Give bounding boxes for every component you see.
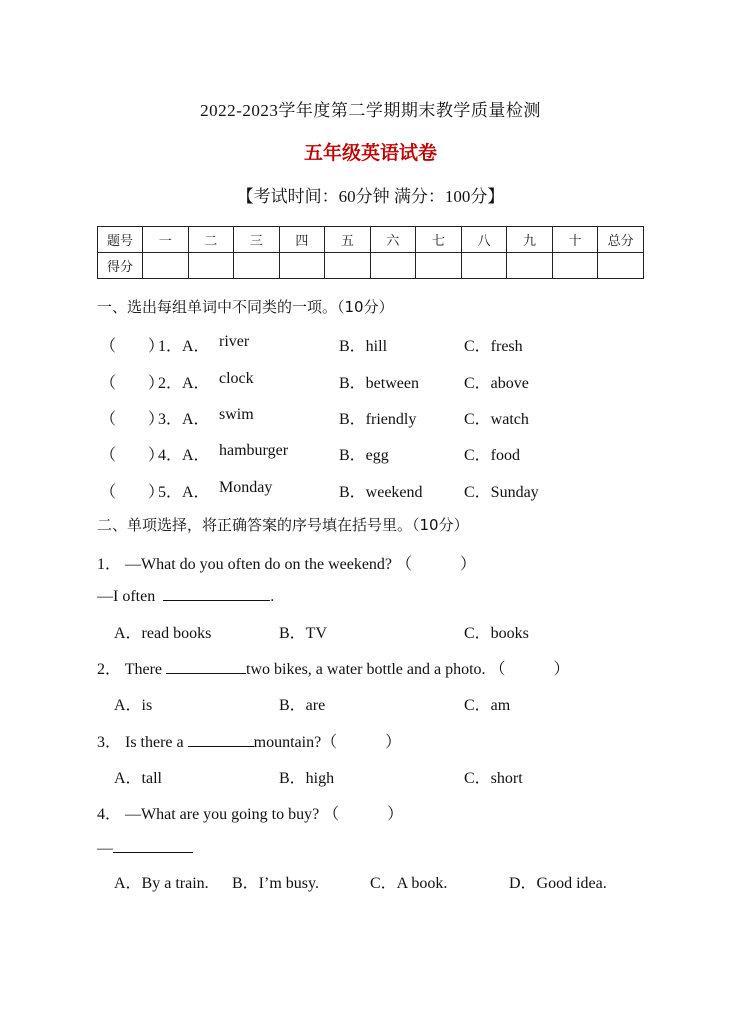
option-a: swim: [219, 406, 254, 423]
option-a: A．tall: [114, 770, 162, 787]
score-cell: 五: [325, 227, 371, 253]
option-b: B．high: [279, 770, 335, 787]
exam-title: 2022-2023学年度第二学期期末教学质量检测: [200, 101, 541, 120]
score-input-cell[interactable]: [143, 253, 189, 279]
option-c: C．Sunday: [464, 484, 539, 501]
option-c: C．short: [464, 770, 523, 787]
answer-prefix: —I often: [97, 588, 156, 605]
question-4-answer-line: [97, 838, 193, 858]
option-a: A．By a train.: [114, 875, 209, 892]
option-c: C．A book.: [370, 875, 448, 892]
score-input-cell[interactable]: [279, 253, 325, 279]
option-b: B．are: [279, 697, 326, 714]
stem-post: two bikes, a water bottle and a photo. （ ）: [246, 661, 570, 678]
score-cell: 一: [143, 227, 189, 253]
option-c: C．am: [464, 697, 511, 714]
question-1-answer-line: [97, 586, 274, 606]
score-cell: 总分: [598, 227, 644, 253]
score-row-label: 得分: [98, 253, 143, 279]
score-input-cell[interactable]: [325, 253, 371, 279]
score-table-header-row: [98, 227, 644, 253]
option-c: C．books: [464, 625, 529, 642]
score-cell: 二: [188, 227, 234, 253]
stem-pre: 3． Is there a: [97, 734, 188, 751]
score-table-score-row: [98, 253, 644, 279]
answer-paren[interactable]: （ ）: [100, 411, 165, 428]
option-a: A．read books: [114, 625, 212, 642]
score-cell: 六: [370, 227, 416, 253]
question-4-stem: 4． —What are you going to buy? （ ）: [97, 806, 404, 823]
score-cell: 题号: [98, 227, 143, 253]
item-number: 5．A．: [158, 484, 210, 501]
option-a: hamburger: [219, 442, 289, 459]
item-number: 2．A．: [158, 375, 210, 392]
score-cell: 七: [416, 227, 462, 253]
score-input-cell[interactable]: [598, 253, 644, 279]
option-b: B．egg: [339, 447, 389, 464]
score-cell: 九: [507, 227, 553, 253]
fill-blank[interactable]: [188, 732, 254, 747]
option-b: B．hill: [339, 338, 388, 355]
option-c: C．food: [464, 447, 521, 464]
answer-paren[interactable]: （ ）: [100, 447, 165, 464]
answer-end: .: [270, 588, 275, 605]
score-input-cell[interactable]: [188, 253, 234, 279]
score-input-cell[interactable]: [370, 253, 416, 279]
score-cell: 四: [279, 227, 325, 253]
option-b: B．friendly: [339, 411, 417, 428]
option-b: B．between: [339, 375, 419, 392]
score-input-cell[interactable]: [234, 253, 280, 279]
score-input-cell[interactable]: [416, 253, 462, 279]
section2-heading: 二、单项选择，将正确答案的序号填在括号里。（10分）: [97, 516, 469, 534]
fill-blank[interactable]: [113, 838, 193, 853]
option-b: B．I’m busy.: [232, 875, 319, 892]
stem-post: mountain?（ ）: [253, 734, 402, 751]
item-number: 4．A．: [158, 447, 210, 464]
exam-info: 【考试时间：60分钟 满分：100分】: [236, 187, 505, 206]
option-a: clock: [219, 370, 254, 387]
fill-blank[interactable]: [163, 586, 270, 601]
answer-paren[interactable]: （ ）: [100, 375, 165, 392]
answer-paren[interactable]: （ ）: [100, 484, 165, 501]
answer-paren[interactable]: （ ）: [100, 338, 165, 355]
question-3-stem: [97, 729, 401, 752]
fill-blank[interactable]: [166, 659, 246, 674]
score-input-cell[interactable]: [552, 253, 598, 279]
score-cell: 十: [552, 227, 598, 253]
stem-pre: 2． There: [97, 661, 167, 678]
score-cell: 三: [234, 227, 280, 253]
item-number: 3．A．: [158, 411, 210, 428]
option-a: river: [219, 333, 250, 350]
question-1-stem: 1． —What do you often do on the weekend? （ ）: [97, 556, 477, 573]
exam-subtitle: 五年级英语试卷: [303, 143, 437, 164]
answer-prefix: —: [97, 840, 113, 857]
score-input-cell[interactable]: [507, 253, 553, 279]
item-number: 1．A．: [158, 338, 210, 355]
score-input-cell[interactable]: [461, 253, 507, 279]
section1-heading: 一、选出每组单词中不同类的一项。（10分）: [97, 298, 394, 316]
question-2-stem: [97, 656, 570, 679]
option-a: Monday: [219, 479, 273, 496]
option-c: C．watch: [464, 411, 529, 428]
option-d: D．Good idea.: [509, 875, 607, 892]
score-cell: 八: [461, 227, 507, 253]
option-b: B．TV: [279, 625, 328, 642]
option-b: B．weekend: [339, 484, 423, 501]
score-table: [97, 226, 644, 279]
option-c: C．above: [464, 375, 529, 392]
option-c: C．fresh: [464, 338, 523, 355]
option-a: A．is: [114, 697, 153, 714]
